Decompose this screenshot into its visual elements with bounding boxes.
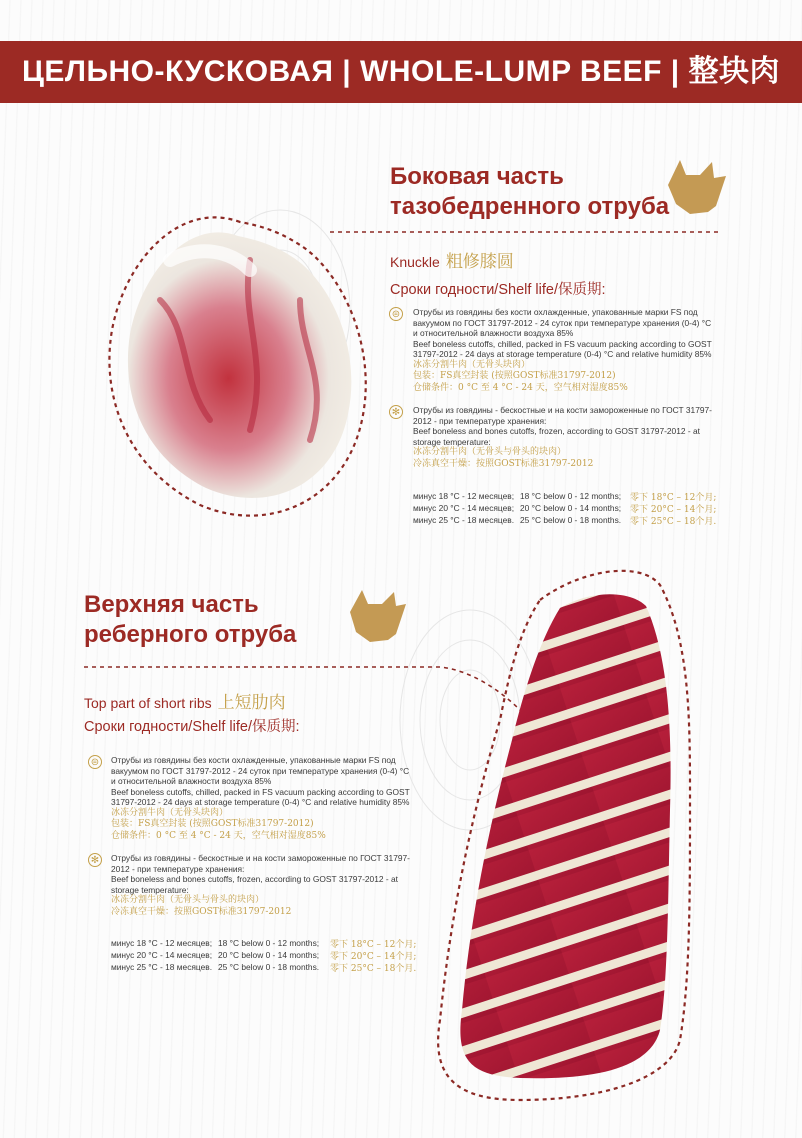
section2-temp-ru-1: минус 20 °С - 14 месяцев; — [111, 950, 213, 960]
section1-title-line1: Боковая часть — [390, 163, 564, 190]
section2-chilled-block — [111, 755, 411, 842]
section1-chilled-ru: Отрубы из говядины без кости охлажденные, упакованные марки FS под вакуумом по ГОСТ 31797-2012 - 24 суток при температуре хранения (0-4) °С и относительной влажности воздуха 85% — [413, 307, 712, 339]
section2-chilled-cn1: 冰冻分割牛肉（无骨头块肉） — [111, 807, 229, 818]
section1-frozen-cn2: 冷冻真空干燥：按照GOST标准31797-2012 — [413, 458, 594, 469]
section2-temp-en-1: 20 °C below 0 - 14 months; — [218, 950, 320, 960]
section1-name-en: Knuckle — [390, 254, 440, 270]
section1-frozen-cn1: 冰冻分割牛肉（无骨头与骨头的块肉） — [413, 447, 567, 458]
section1-chilled-cn1: 冰冻分割牛肉（无骨头块肉） — [413, 359, 531, 370]
section2-name-en: Top part of short ribs — [84, 695, 212, 711]
section1-temp-en-1: 20 °C below 0 - 14 months; — [520, 503, 622, 513]
snowflake-icon: ✻ — [88, 853, 102, 867]
section2-temp-en-0: 18 °C below 0 - 12 months; — [218, 938, 320, 948]
section1-temp-cn-0: 零下 18°C – 12个月; — [630, 493, 717, 503]
section1-chilled-en: Beef boneless cutoffs, chilled, packed in FS vacuum packing according to GOST 31797-2012 - 24 days at storage temperature (0-4) °C and relative humidity 85% — [413, 338, 712, 360]
section2-name — [84, 688, 286, 713]
section2-chilled-cn3: 仓储条件：0 °C 至 4 °C - 24 天，空气相对湿度85% — [111, 830, 326, 841]
section2-title-line2: реберного отруба — [84, 621, 297, 648]
section2-chilled-ru: Отрубы из говядины без кости охлажденные, упакованные марки FS под вакуумом по ГОСТ 31797-2012 - 24 суток при температуре хранения (0-4) °С и относительной влажности воздуха 85% — [111, 755, 410, 787]
section1-temp-ru-1: минус 20 °С - 14 месяцев; — [413, 503, 515, 513]
section2-chilled-cn2: 包装：FS真空封装 (按照GOST标准31797-2012) — [111, 819, 314, 830]
section1-name-cn: 粗修膝圆 — [445, 252, 514, 272]
section1-temp-en-0: 18 °C below 0 - 12 months; — [520, 491, 622, 501]
chilled-icon: ⊜ — [88, 755, 102, 769]
section2-frozen-ru: Отрубы из говядины - бескостные и на кости замороженные по ГОСТ 31797-2012 - при температуре хранения: — [111, 853, 410, 874]
section2-frozen-en: Beef boneless and bones cutoffs, frozen, according to GOST 31797-2012 - at storage temperature: — [111, 874, 398, 895]
section1-temp-ru-2: минус 25 °С - 18 месяцев. — [413, 515, 515, 525]
section2-temp-ru-0: минус 18 °С - 12 месяцев; — [111, 938, 213, 948]
section1-frozen-ru: Отрубы из говядины - бескостные и на кости замороженные по ГОСТ 31797-2012 - при температуре хранения: — [413, 405, 712, 426]
snowflake-icon: ✻ — [389, 405, 403, 419]
section2-shelf-life: Сроки годности/Shelf life/保质期: — [84, 719, 300, 735]
chilled-icon: ⊜ — [389, 307, 403, 321]
section2-name-cn: 上短肋肉 — [217, 693, 286, 713]
section2-frozen-block — [111, 853, 416, 918]
section2-temp-en-2: 25 °C below 0 - 18 months. — [218, 962, 320, 972]
section2-temp-ru-2: минус 25 °С - 18 месяцев. — [111, 962, 213, 972]
section2-title-line1: Верхняя часть — [84, 591, 259, 618]
section2-frozen-cn2: 冷冻真空干燥：按照GOST标准31797-2012 — [111, 906, 292, 917]
section2-frozen-cn1: 冰冻分割牛肉（无骨头与骨头的块肉） — [111, 895, 265, 906]
section1-shelf-life: Сроки годности/Shelf life/保质期: — [390, 282, 606, 298]
page-title: ЦЕЛЬНО-КУСКОВАЯ | WHOLE-LUMP BEEF | 整块肉 — [21, 55, 780, 88]
section1-temp-en-2: 25 °C below 0 - 18 months. — [520, 515, 622, 525]
section2-chilled-en: Beef boneless cutoffs, chilled, packed in FS vacuum packing according to GOST 31797-2012 - 24 days at storage temperature (0-4) °C and relative humidity 85% — [111, 786, 410, 808]
section1-temp-cn-2: 零下 25°C – 18个月. — [630, 517, 717, 527]
section1-chilled-cn2: 包装：FS真空封装 (按照GOST标准31797-2012) — [413, 371, 616, 382]
section1-temp-cn-1: 零下 20°C – 14个月; — [630, 505, 717, 515]
section2-temp-cn-1: 零下 20°C – 14个月; — [330, 952, 417, 962]
section2-temp-cn-2: 零下 25°C – 18个月. — [330, 964, 417, 974]
section1-title-line2: тазобедренного отруба — [390, 193, 670, 220]
section1-temp-ru-0: минус 18 °С - 12 месяцев; — [413, 491, 515, 501]
section1-frozen-en: Beef boneless and bones cutoffs, frozen, according to GOST 31797-2012 - at storage temperature: — [413, 426, 700, 447]
section1-chilled-cn3: 仓储条件：0 °C 至 4 °C - 24 天，空气相对湿度85% — [413, 382, 628, 393]
section2-temp-cn-0: 零下 18°C – 12个月; — [330, 940, 417, 950]
